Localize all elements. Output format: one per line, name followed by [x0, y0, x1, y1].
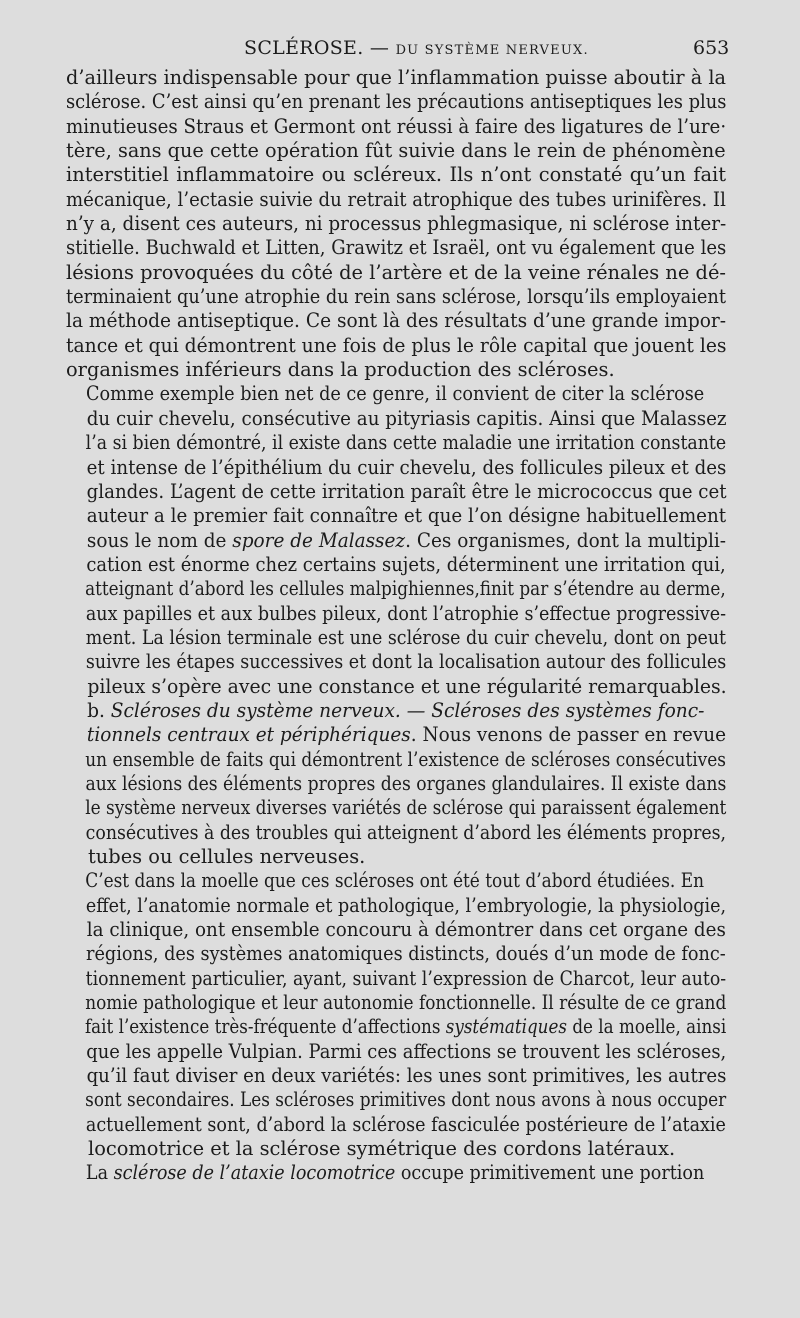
text-line: ment. La lésion terminale est une sclérose du cuir chevelu, dont on peut: [85, 625, 727, 649]
text-line: un ensemble de faits qui démontrent l’existence de scléroses consécutives: [85, 747, 726, 771]
text-line: la clinique, ont ensemble concouru à démontrer dans cet organe des: [86, 918, 726, 942]
text-line: tance et qui démontrent une fois de plus le rôle capital que jouent les: [66, 333, 727, 357]
paragraph: [66, 1161, 726, 1185]
text-line: d’ailleurs indispensable pour que l’inflammation puisse aboutir à la: [66, 66, 727, 89]
text-line: n’y a, disent ces auteurs, ni processus phlegmasique, ni sclérose inter-: [66, 212, 727, 236]
running-header: [0, 34, 800, 64]
header-title-main: SCLÉROSE.: [244, 37, 364, 59]
text-line: atteignant d’abord les cellules malpighiennes,finit par s’étendre au derme,: [85, 577, 726, 601]
text-line: nomie pathologique et leur autonomie fonctionnelle. Il résulte de ce grand: [85, 991, 727, 1015]
text-line: tionnels centraux et périphériques. Nous venons de passer en revue: [86, 723, 726, 747]
text-line: tère, sans que cette opération fût suivie dans le rein de phénomène: [66, 139, 726, 163]
text-line: glandes. L’agent de cette irritation paraît être le micrococcus que cet: [86, 479, 727, 503]
text-line: interstitiel inflammatoire ou scléreux. Ils n’ont constaté qu’un fait: [66, 163, 726, 187]
header-title-dash: —: [369, 37, 390, 59]
text-line: aux papilles et aux bulbes pileux, dont l’atrophie s’effectue progressive-: [85, 601, 727, 625]
text-line: la méthode antiseptique. Ce sont là des résultats d’une grande impor-: [66, 309, 727, 333]
text-line: minutieuses Straus et Germont ont réussi à faire des ligatures de l’ure·: [66, 114, 727, 138]
text-line: effet, l’anatomie normale et pathologique, l’embryologie, la physiologie,: [85, 893, 727, 917]
page-number: 653: [693, 37, 730, 59]
text-line: sclérose. C’est ainsi qu’en prenant les précautions antiseptiques les plus: [66, 90, 727, 114]
text-line: terminaient qu’une atrophie du rein sans sclérose, lorsqu’ils employaient: [66, 285, 726, 309]
text-line: fait l’existence très-fréquente d’affections systématiques de la moelle, ainsi: [84, 1015, 727, 1039]
paragraph: [66, 869, 726, 1161]
text-line: sont secondaires. Les scléroses primitives dont nous avons à nous occuper: [85, 1088, 727, 1112]
text-line: locomotrice et la sclérose symétrique des cordons latéraux.: [88, 1137, 676, 1161]
text-line: organismes inférieurs dans la production des scléroses.: [66, 358, 615, 382]
text-line: du cuir chevelu, consécutive au pityriasis capitis. Ainsi que Malassez: [86, 406, 727, 430]
text-line: mécanique, l’ectasie suivie du retrait atrophique des tubes urinifères. Il: [66, 187, 726, 211]
text-line: le système nerveux diverses variétés de sclérose qui paraissent également: [85, 796, 727, 820]
text-line: La sclérose de l’ataxie locomotrice occupe primitivement une portion: [85, 1161, 705, 1185]
header-title-sub: DU SYSTÈME NERVEUX.: [395, 43, 589, 58]
paragraph: [66, 699, 726, 869]
text-line: C’est dans la moelle que ces scléroses ont été tout d’abord étudiées. En: [85, 869, 705, 893]
text-line: qu’il faut diviser en deux variétés: les unes sont primitives, les autres: [86, 1064, 727, 1088]
text-line: actuellement sont, d’abord la sclérose fasciculée postérieure de l’ataxie: [85, 1112, 726, 1136]
text-line: Comme exemple bien net de ce genre, il convient de citer la sclérose: [86, 382, 705, 406]
text-line: cation est énorme chez certains sujets, déterminent une irritation qui,: [86, 552, 726, 576]
text-line: régions, des systèmes anatomiques distincts, doués d’un mode de fonc-: [86, 942, 726, 966]
paragraph: [66, 382, 726, 698]
text-line: tubes ou cellules nerveuses.: [88, 845, 366, 868]
text-line: auteur a le premier fait connaître et que l’on désigne habituellement: [86, 504, 727, 528]
header-title: [244, 36, 589, 63]
text-line: et intense de l’épithélium du cuir chevelu, des follicules pileux et des: [86, 455, 727, 479]
text-line: stitielle. Buchwald et Litten, Grawitz et Israël, ont vu également que les: [66, 236, 727, 260]
body-text: [66, 66, 726, 1186]
text-line: b. Scléroses du système nerveux. — Scléroses des systèmes fonc-: [87, 698, 705, 722]
text-line: tionnement particulier, ayant, suivant l’expression de Charcot, leur auto-: [85, 966, 727, 990]
text-line: pileux s’opère avec une constance et une régularité remarquables.: [87, 674, 727, 698]
text-line: que les appelle Vulpian. Parmi ces affections se trouvent les scléroses,: [86, 1039, 727, 1063]
text-line: l’a si bien démontré, il existe dans cette maladie une irritation constante: [85, 431, 727, 455]
text-line: aux lésions des éléments propres des organes glandulaires. Il existe dans: [85, 771, 727, 795]
text-line: consécutives à des troubles qui atteignent d’abord les éléments propres,: [85, 820, 727, 844]
paragraph: [66, 66, 726, 382]
text-line: sous le nom de spore de Malassez. Ces organismes, dont la multipli-: [86, 528, 726, 552]
text-line: lésions provoquées du côté de l’artère et de la veine rénales ne dé-: [66, 260, 726, 284]
text-line: suivre les étapes successives et dont la localisation autour des follicules: [85, 650, 727, 674]
